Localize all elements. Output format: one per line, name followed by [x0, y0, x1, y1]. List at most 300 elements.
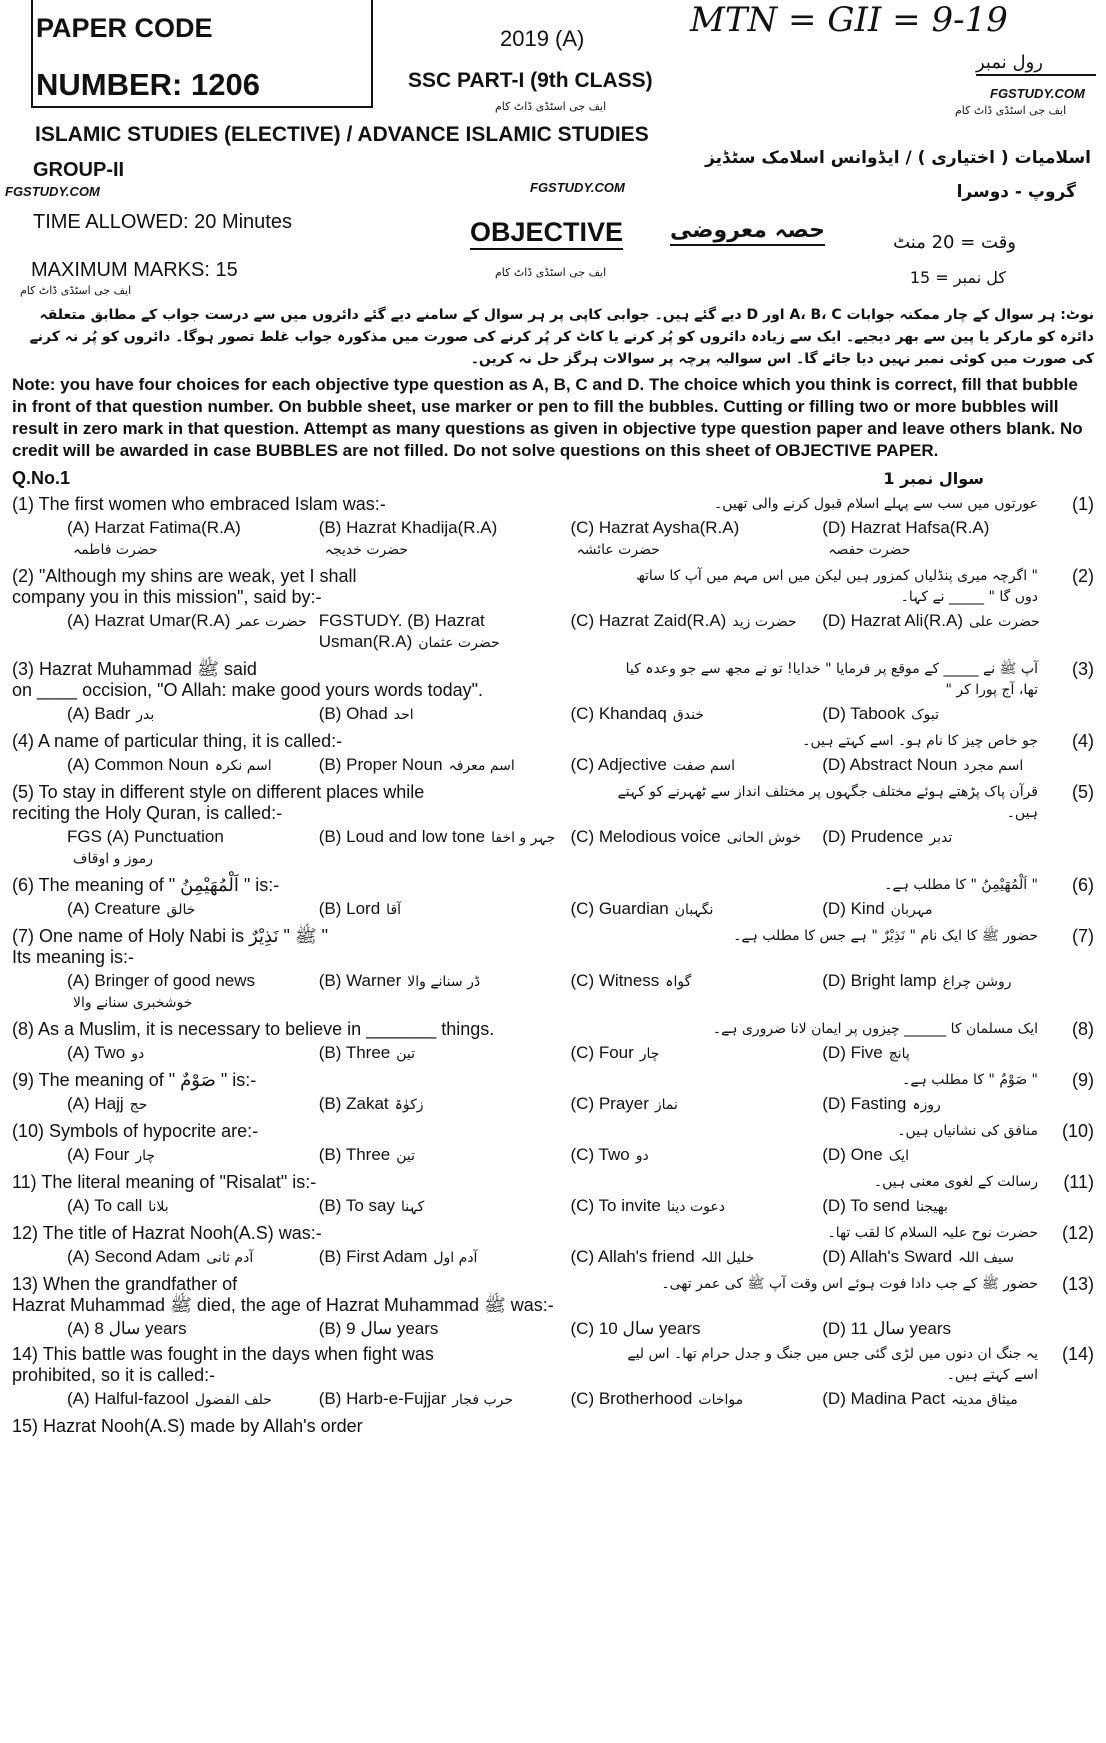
- answer-option: [822, 1388, 1074, 1411]
- question-text-ur: حضرت نوح علیہ السلام کا لقب تھا۔: [827, 1225, 1038, 1241]
- roll-number-field: رول نمبر: [976, 52, 1096, 76]
- answer-option: [822, 1042, 1074, 1065]
- option-text: (D) To send: [822, 1196, 910, 1215]
- answer-option: [822, 1093, 1074, 1116]
- option-text-ur: اسم نکرہ: [214, 758, 272, 774]
- question-text-ur: " اَلْمُهَيْمِنُ " کا مطلب ہے۔: [884, 877, 1038, 893]
- option-text-ur: حضرت عائشہ: [576, 542, 660, 558]
- option-text: (A) To call: [67, 1196, 143, 1215]
- question-number: (12): [1061, 1223, 1094, 1243]
- question-header: [12, 782, 1094, 824]
- question-text: (9) The meaning of " صَوْمٌ " is:-: [12, 1070, 257, 1090]
- option-text-ur: ایک: [888, 1148, 910, 1164]
- option-text: (C) Adjective: [570, 755, 667, 774]
- question-text: 14) This battle was fought in the days when fight was: [12, 1344, 434, 1364]
- answer-option: [571, 1144, 823, 1167]
- question-text: on ____ occision, "O Allah: make good yours words today".: [12, 680, 484, 700]
- answer-options: [12, 1144, 1094, 1167]
- option-text: (C) To invite: [570, 1196, 661, 1215]
- option-text: (A) Two: [67, 1043, 126, 1062]
- question-text-ur: قرآن پاک پڑھتے ہوئے مختلف جگہوں پر مختلف انداز سے ٹھہرنے کو کہتے ہیں۔: [617, 784, 1038, 821]
- answer-option: [67, 703, 319, 726]
- option-text: (D) Kind: [822, 899, 885, 918]
- time-ur: وقت = 20 منٹ: [893, 232, 1016, 253]
- question-number: (9): [1072, 1070, 1094, 1090]
- option-text: (D) Tabook: [822, 704, 906, 723]
- option-text: (D) Allah's Sward: [822, 1247, 953, 1266]
- answer-option: [822, 754, 1074, 777]
- option-text-ur: بدر: [136, 707, 155, 723]
- question-header: [12, 1070, 1094, 1091]
- option-text: (C) Guardian: [570, 899, 669, 918]
- answer-option: [67, 1318, 319, 1339]
- answer-option: [319, 1318, 571, 1339]
- option-text: (B) Three: [318, 1145, 391, 1164]
- option-text-ur: تدبر: [929, 830, 953, 846]
- answer-option: [571, 1246, 823, 1269]
- answer-option: [67, 1144, 319, 1167]
- question-text: 12) The title of Hazrat Nooh(A.S) was:-: [12, 1223, 322, 1243]
- option-text-ur: اسم معرفہ: [448, 758, 515, 774]
- question-text-block: [12, 1344, 602, 1386]
- question-header: [12, 1416, 1094, 1437]
- option-text: (B) Loud and low tone: [318, 827, 486, 846]
- option-text-ur: ڈر سنانے والا: [407, 974, 481, 990]
- watermark-ur: ایف جی اسٹڈی ڈاٹ کام: [20, 284, 132, 297]
- option-text: (B) سال 9 years: [318, 1319, 439, 1338]
- question: [12, 1019, 1094, 1065]
- question-header: [12, 1019, 1094, 1040]
- question: [12, 1172, 1094, 1218]
- answer-option: [571, 1388, 823, 1411]
- note-line-ur: سوالات ہرگز حل نہ کریں۔: [470, 351, 655, 367]
- option-text: (B) Proper Noun: [318, 755, 443, 774]
- question-number: (6): [1072, 875, 1094, 895]
- answer-options: [12, 517, 1094, 561]
- option-text-ur: آدم ثانی: [206, 1250, 254, 1266]
- answer-option: [822, 826, 1074, 870]
- option-text: (C) Melodious voice: [570, 827, 721, 846]
- question: [12, 875, 1094, 921]
- question: [12, 1416, 1094, 1437]
- question-text-ur: منافق کی نشانیاں ہیں۔: [897, 1123, 1038, 1139]
- option-text-ur: دعوت دینا: [666, 1199, 725, 1215]
- question-text-ur: یہ جنگ ان دنوں میں لڑی گئی جس میں جنگ و جدل حرام تھا۔ اس لیے اسے کہتے ہیں۔: [627, 1346, 1038, 1383]
- answer-options: [12, 703, 1094, 726]
- question-text-ur: " اگرچہ میری پنڈلیاں کمزور ہیں لیکن میں اس مہم میں آپ کا ساتھ دوں گا " _____ نے کہا۔: [636, 568, 1038, 605]
- answer-option: [319, 517, 571, 561]
- note-ur-paragraph: [12, 304, 1094, 370]
- question-text-block: [12, 659, 602, 701]
- question-text-ur: آپ ﷺ نے _____ کے موقع پر فرمایا " خدایا! تو نے مجھ سے جو وعدہ کیا تھا، آج پورا کر ": [625, 661, 1038, 698]
- question-text: (1) The first women who embraced Islam was:-: [12, 494, 386, 514]
- option-text-ur: زکوٰۃ: [394, 1097, 424, 1113]
- answer-option: [822, 1318, 1074, 1339]
- answer-option: [67, 1246, 319, 1269]
- question-header: [12, 1274, 1094, 1316]
- option-text: (D) Madina Pact: [822, 1389, 946, 1408]
- note-line: which you think is correct, fill that bubble in front of that question number. On bubble sheet, use marker or pen: [12, 375, 1078, 416]
- option-text: (D) Five: [822, 1043, 883, 1062]
- watermark-ur: ایف جی اسٹڈی ڈاٹ کام: [495, 100, 607, 113]
- answer-options: [12, 826, 1094, 870]
- note-line: many questions as given in objective type question paper and leave others blank. No credit will be awarded: [12, 419, 1083, 460]
- question-text-block: [12, 1070, 602, 1091]
- question: [12, 1274, 1094, 1339]
- answer-option: [319, 1195, 571, 1218]
- option-text: (A) سال 8 years: [67, 1319, 187, 1338]
- question-text-ur: جو خاص چیز کا نام ہو۔ اسے کہتے ہیں۔: [802, 733, 1038, 749]
- answer-options: [12, 1042, 1094, 1065]
- answer-option: [319, 826, 571, 870]
- option-text-ur: خندق: [672, 707, 704, 723]
- option-text-ur: چار: [639, 1046, 660, 1062]
- option-text-ur: حضرت حفصہ: [828, 542, 911, 558]
- watermark: FGSTUDY.COM: [530, 180, 625, 195]
- question-header: [12, 926, 1094, 968]
- option-text: (C) Prayer: [570, 1094, 649, 1113]
- question-text-block: [12, 1019, 602, 1040]
- question-text: (8) As a Muslim, it is necessary to believe in _______ things.: [12, 1019, 495, 1039]
- watermark: FGSTUDY.COM: [5, 184, 100, 199]
- question-text: (7) One name of Holy Nabi is ﷺ " نَذِيْرٌ ": [12, 926, 329, 946]
- question-number: (5): [1072, 782, 1094, 802]
- option-text-ur: بھیجنا: [915, 1199, 948, 1215]
- option-text-ur: بلانا: [148, 1199, 169, 1215]
- answer-option: [67, 754, 319, 777]
- note-line-ur: دیجیے۔ ایک سے زیادہ دائروں کو پُر کرنے یا کاٹ کر پُر کرنے کی صورت میں مذکورہ جواب غلط تصور ہوگا۔ دائروں کو پُر نہ کرنے کی صورت میں کوئی نمبر نہیں دیا جائے گا۔ اس سوالیہ پرچہ پر: [29, 329, 1094, 367]
- answer-option: [67, 1388, 319, 1411]
- option-text: (D) Hazrat Hafsa(R.A): [822, 518, 990, 537]
- option-text: (C) Four: [570, 1043, 634, 1062]
- option-text-ur: چار: [135, 1148, 156, 1164]
- question-header: [12, 566, 1094, 608]
- option-text: (C) سال 10 years: [570, 1319, 701, 1338]
- question-text: (5) To stay in different style on different places while: [12, 782, 425, 802]
- option-text-ur: دو: [131, 1046, 145, 1062]
- question: [12, 731, 1094, 777]
- answer-options: [12, 1246, 1094, 1269]
- paper-number: NUMBER: 1206: [36, 67, 260, 102]
- option-text: (B) Warner: [318, 971, 402, 990]
- answer-option: [67, 517, 319, 561]
- question-number-heading-ur: سوال نمبر 1: [883, 469, 984, 488]
- watermark: FGSTUDY.COM: [990, 86, 1085, 101]
- question-number: (4): [1072, 731, 1094, 751]
- option-text: (C) Hazrat Zaid(R.A): [570, 611, 727, 630]
- maximum-marks: MAXIMUM MARKS: 15: [31, 259, 238, 281]
- option-text: FGS (A) Punctuation: [67, 827, 224, 846]
- question: [12, 926, 1094, 1014]
- answer-option: [822, 898, 1074, 921]
- question-text-ur: رسالت کے لغوی معنی ہیں۔: [873, 1174, 1038, 1190]
- question-number: (3): [1072, 659, 1094, 679]
- option-text-ur: حضرت عثمان: [418, 635, 500, 651]
- option-text-ur: کہنا: [400, 1199, 425, 1215]
- option-text: (A) Hajj: [67, 1094, 124, 1113]
- option-text: (D) Prudence: [822, 827, 924, 846]
- answer-option: [822, 610, 1074, 654]
- answer-option: [571, 970, 823, 1014]
- question-text: (10) Symbols of hypocrite are:-: [12, 1121, 259, 1141]
- option-text-ur: حضرت فاطمہ: [73, 542, 158, 558]
- question-text: company you in this mission", said by:-: [12, 587, 322, 607]
- question-text-ur: حضور ﷺ کا ایک نام " نَذِيْرٌ " ہے جس کا مطلب ہے۔: [733, 928, 1038, 944]
- question-text-ur: عورتوں میں سب سے پہلے اسلام قبول کرنے والی تھیں۔: [713, 496, 1038, 512]
- option-text: (A) Common Noun: [67, 755, 209, 774]
- note-line: Note: you have four choices for each objective type question as A, B, C and D. The choice: [12, 375, 738, 394]
- option-text-ur: پانچ: [888, 1046, 910, 1062]
- question: [12, 566, 1094, 654]
- question-text-block: [12, 1274, 602, 1316]
- answer-option: [67, 1195, 319, 1218]
- question-text: Its meaning is:-: [12, 947, 135, 967]
- question-header: [12, 731, 1094, 752]
- answer-option: [319, 1144, 571, 1167]
- handwritten-note: MTN = GII = 9-19: [690, 0, 1008, 40]
- watermark-ur: ایف جی اسٹڈی ڈاٹ کام: [955, 104, 1067, 117]
- option-text-ur: جہر و اخفا: [491, 830, 556, 846]
- watermark-ur: ایف جی اسٹڈی ڈاٹ کام: [495, 266, 607, 279]
- option-text: (D) Abstract Noun: [822, 755, 958, 774]
- option-text: (D) Bright lamp: [822, 971, 937, 990]
- note-line-ur: نوٹ: ہر سوال کے چار ممکنہ جوابات A، B، C اور D دیے گئے ہیں۔ جوابی کاپی پر ہر سوال کے سامنے دیے گئے دائروں میں سے درست جواب کے مطابق متعلقہ دائرہ کو مارکر یا پین سے بھر: [39, 307, 1094, 345]
- subject-title: ISLAMIC STUDIES (ELECTIVE) / ADVANCE ISLAMIC STUDIES: [35, 123, 649, 146]
- question-text: Hazrat Muhammad ﷺ died, the age of Hazrat Muhammad ﷺ was:-: [12, 1295, 554, 1315]
- question-text: 15) Hazrat Nooh(A.S) made by Allah's order: [12, 1416, 363, 1436]
- option-text: (C) Brotherhood: [570, 1389, 693, 1408]
- answer-option: [822, 1246, 1074, 1269]
- option-text: (C) Allah's friend: [570, 1247, 695, 1266]
- option-text: (A) Creature: [67, 899, 161, 918]
- answer-option: [319, 610, 571, 654]
- question-text: (4) A name of particular thing, it is called:-: [12, 731, 343, 751]
- question-number: (7): [1072, 926, 1094, 946]
- option-text-ur: حلف الفضول: [194, 1392, 272, 1408]
- option-text-ur: حضرت علی: [968, 614, 1040, 630]
- answer-option: [319, 703, 571, 726]
- note-line: to fill the bubbles. Cutting or filling two or more bubbles will result in zero mark in that question. Attempt as: [12, 397, 1059, 438]
- answer-option: [319, 754, 571, 777]
- answer-option: [571, 826, 823, 870]
- option-text-ur: اسم مجرد: [963, 758, 1024, 774]
- answer-option: [67, 610, 319, 654]
- question: [12, 1344, 1094, 1411]
- option-text: (B) Harb-e-Fujjar: [318, 1389, 447, 1408]
- option-text-ur: حج: [129, 1097, 148, 1113]
- answer-options: [12, 754, 1094, 777]
- option-text: (B) First Adam: [318, 1247, 428, 1266]
- class-title: SSC PART-I (9th CLASS): [408, 69, 653, 92]
- question-text: 11) The literal meaning of "Risalat" is:-: [12, 1172, 317, 1192]
- answer-options: [12, 898, 1094, 921]
- option-text-ur: روشن چراغ: [942, 974, 1012, 990]
- option-text: (C) Khandaq: [570, 704, 667, 723]
- option-text-ur: مہربان: [890, 902, 933, 918]
- question-header: [12, 1172, 1094, 1193]
- question-text: (3) Hazrat Muhammad ﷺ said: [12, 659, 257, 679]
- option-text-ur: گواہ: [665, 974, 692, 990]
- question-text-block: [12, 494, 602, 515]
- note-line: in case BUBBLES are not filled. Do not solve questions on this sheet of OBJECTIVE PAPER.: [193, 441, 939, 460]
- question: [12, 1223, 1094, 1269]
- option-text-ur: آقا: [386, 902, 402, 918]
- marks-ur: کل نمبر = 15: [909, 268, 1006, 287]
- option-text: (A) Badr: [67, 704, 131, 723]
- option-text-ur: حرب فجار: [452, 1392, 514, 1408]
- option-text: (B) Hazrat Khadija(R.A): [318, 518, 498, 537]
- subject-title-ur: اسلامیات ( اختیاری ) / ایڈوانس اسلامک سٹڈیز: [705, 148, 1091, 168]
- answer-option: [319, 1388, 571, 1411]
- option-text-ur: حضرت عمر: [236, 614, 307, 630]
- question-number: (1): [1072, 494, 1094, 514]
- option-text-ur: سیف اللہ: [958, 1250, 1014, 1266]
- answer-option: [571, 517, 823, 561]
- answer-option: [67, 826, 319, 870]
- question-heading-row: [12, 468, 1094, 489]
- option-text-ur: مواخات: [698, 1392, 744, 1408]
- option-text: (B) To say: [318, 1196, 395, 1215]
- option-text-ur: آدم اول: [433, 1250, 478, 1266]
- paper-code-label: PAPER CODE: [36, 13, 213, 43]
- answer-option: [571, 610, 823, 654]
- option-text: (A) Bringer of good news: [67, 971, 256, 990]
- objective-heading: OBJECTIVE: [470, 216, 623, 250]
- question-number: (11): [1063, 1172, 1094, 1192]
- question-number: (10): [1061, 1121, 1094, 1141]
- answer-options: [12, 1388, 1094, 1411]
- answer-option: [319, 1093, 571, 1116]
- question-text: 13) When the grandfather of: [12, 1274, 238, 1294]
- question-text-block: [12, 1416, 602, 1437]
- option-text: (A) Harzat Fatima(R.A): [67, 518, 241, 537]
- question-text-ur: حضور ﷺ کے جب دادا فوت ہوئے اس وقت آپ ﷺ کی عمر تھی۔: [661, 1276, 1038, 1292]
- option-text-ur: نماز: [654, 1097, 678, 1113]
- question-list: [12, 494, 1094, 1437]
- time-allowed: TIME ALLOWED: 20 Minutes: [33, 211, 292, 233]
- question-text-block: [12, 1172, 602, 1193]
- option-text: (C) Witness: [570, 971, 660, 990]
- option-text-ur: خالق: [166, 902, 196, 918]
- question: [12, 1070, 1094, 1116]
- answer-option: [571, 1195, 823, 1218]
- answer-option: [67, 970, 319, 1014]
- question-number: (13): [1061, 1274, 1094, 1294]
- note-en-paragraph: [12, 374, 1094, 462]
- question-number: (14): [1061, 1344, 1094, 1364]
- option-text: (B) Lord: [318, 899, 381, 918]
- option-text-ur: میثاق مدینہ: [951, 1392, 1018, 1408]
- option-text-ur: اسم صفت: [672, 758, 735, 774]
- option-text-ur: احد: [393, 707, 414, 723]
- objective-heading-ur: حصہ معروضی: [670, 218, 825, 246]
- answer-option: [822, 517, 1074, 561]
- answer-option: [319, 898, 571, 921]
- paper-body: [12, 304, 1094, 1437]
- option-text: (D) Fasting: [822, 1094, 907, 1113]
- answer-option: [822, 703, 1074, 726]
- option-text-ur: روزہ: [912, 1097, 941, 1113]
- year: 2019 (A): [500, 26, 585, 51]
- answer-option: [319, 970, 571, 1014]
- option-text: (C) Hazrat Aysha(R.A): [570, 518, 740, 537]
- question-text-block: [12, 926, 602, 968]
- option-text-ur: دو: [635, 1148, 649, 1164]
- question-text-block: [12, 1121, 602, 1142]
- question-header: [12, 1344, 1094, 1386]
- option-text-ur: خوشخبری سنانے والا: [73, 995, 193, 1011]
- option-text: (D) سال 11 years: [822, 1319, 952, 1338]
- option-text: (A) Four: [67, 1145, 130, 1164]
- answer-options: [12, 970, 1094, 1014]
- question-text: (6) The meaning of " اَلْمُهَيْمِنُ " is:-: [12, 875, 280, 895]
- question-text: reciting the Holy Quran, is called:-: [12, 803, 283, 823]
- option-text: (A) Hazrat Umar(R.A): [67, 611, 231, 630]
- question-header: [12, 494, 1094, 515]
- question-text-ur: ایک مسلمان کا ______ چیزوں پر ایمان لانا ضروری ہے۔: [712, 1021, 1038, 1037]
- question-text-block: [12, 1223, 602, 1244]
- question: [12, 1121, 1094, 1167]
- question-text: prohibited, so it is called:-: [12, 1365, 216, 1385]
- question-header: [12, 1223, 1094, 1244]
- question: [12, 494, 1094, 561]
- instructions: [12, 304, 1094, 462]
- question-number-heading: Q.No.1: [12, 468, 71, 488]
- answer-option: [571, 1093, 823, 1116]
- option-text: FGSTUDY. (B) Hazrat Usman(R.A): [318, 611, 485, 651]
- answer-option: [571, 898, 823, 921]
- answer-options: [12, 1195, 1094, 1218]
- option-text-ur: حضرت زید: [732, 614, 797, 630]
- option-text-ur: تین: [396, 1046, 416, 1062]
- question: [12, 782, 1094, 870]
- question-number: (8): [1072, 1019, 1094, 1039]
- question-text-block: [12, 875, 602, 896]
- option-text-ur: تبوک: [911, 707, 939, 723]
- answer-option: [571, 703, 823, 726]
- answer-option: [67, 898, 319, 921]
- option-text-ur: نگہبان: [674, 902, 714, 918]
- answer-option: [67, 1042, 319, 1065]
- question-text: (2) "Although my shins are weak, yet I shall: [12, 566, 357, 586]
- group: GROUP-II: [33, 159, 125, 181]
- answer-options: [12, 610, 1094, 654]
- option-text: (B) Zakat: [318, 1094, 389, 1113]
- question-text-block: [12, 731, 602, 752]
- option-text-ur: تین: [396, 1148, 416, 1164]
- option-text: (B) Ohad: [318, 704, 388, 723]
- option-text: (A) Halful-fazool: [67, 1389, 189, 1408]
- option-text-ur: خلیل اللہ: [700, 1250, 755, 1266]
- group-ur: گروپ - دوسرا: [956, 182, 1076, 202]
- answer-option: [319, 1042, 571, 1065]
- answer-option: [571, 1042, 823, 1065]
- answer-option: [822, 1144, 1074, 1167]
- answer-options: [12, 1093, 1094, 1116]
- option-text-ur: رموز و اوقاف: [73, 851, 154, 867]
- option-text: (D) Hazrat Ali(R.A): [822, 611, 963, 630]
- answer-option: [571, 754, 823, 777]
- question: [12, 659, 1094, 726]
- option-text: (D) One: [822, 1145, 883, 1164]
- answer-option: [571, 1318, 823, 1339]
- question-header: [12, 875, 1094, 896]
- option-text-ur: حضرت خدیجہ: [324, 542, 409, 558]
- question-header: [12, 659, 1094, 701]
- question-text-block: [12, 782, 602, 824]
- option-text: (C) Two: [570, 1145, 630, 1164]
- answer-option: [319, 1246, 571, 1269]
